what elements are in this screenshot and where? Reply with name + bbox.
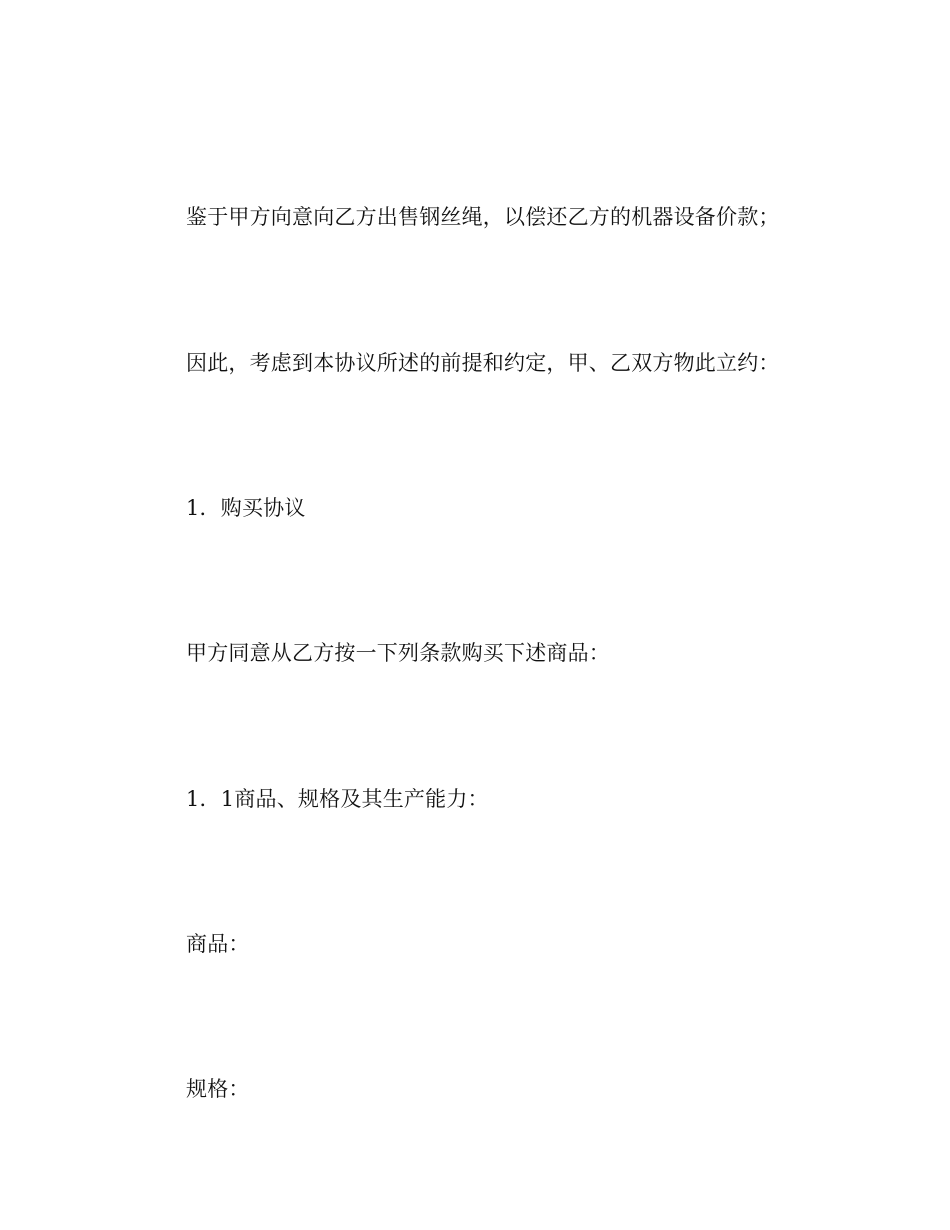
section-heading-purchase-agreement: 1．购买协议 [186, 496, 306, 520]
paragraph-therefore: 因此，考虑到本协议所述的前提和约定，甲、乙双方物此立约： [186, 351, 780, 375]
label-goods: 商品： [186, 932, 250, 956]
paragraph-purchase-terms: 甲方同意从乙方按一下列条款购买下述商品： [186, 641, 610, 665]
subsection-heading-goods-specs: 1．1商品、规格及其生产能力： [186, 787, 489, 811]
label-specification: 规格： [186, 1077, 250, 1101]
paragraph-whereas: 鉴于甲方向意向乙方出售钢丝绳，以偿还乙方的机器设备价款； [186, 205, 780, 229]
